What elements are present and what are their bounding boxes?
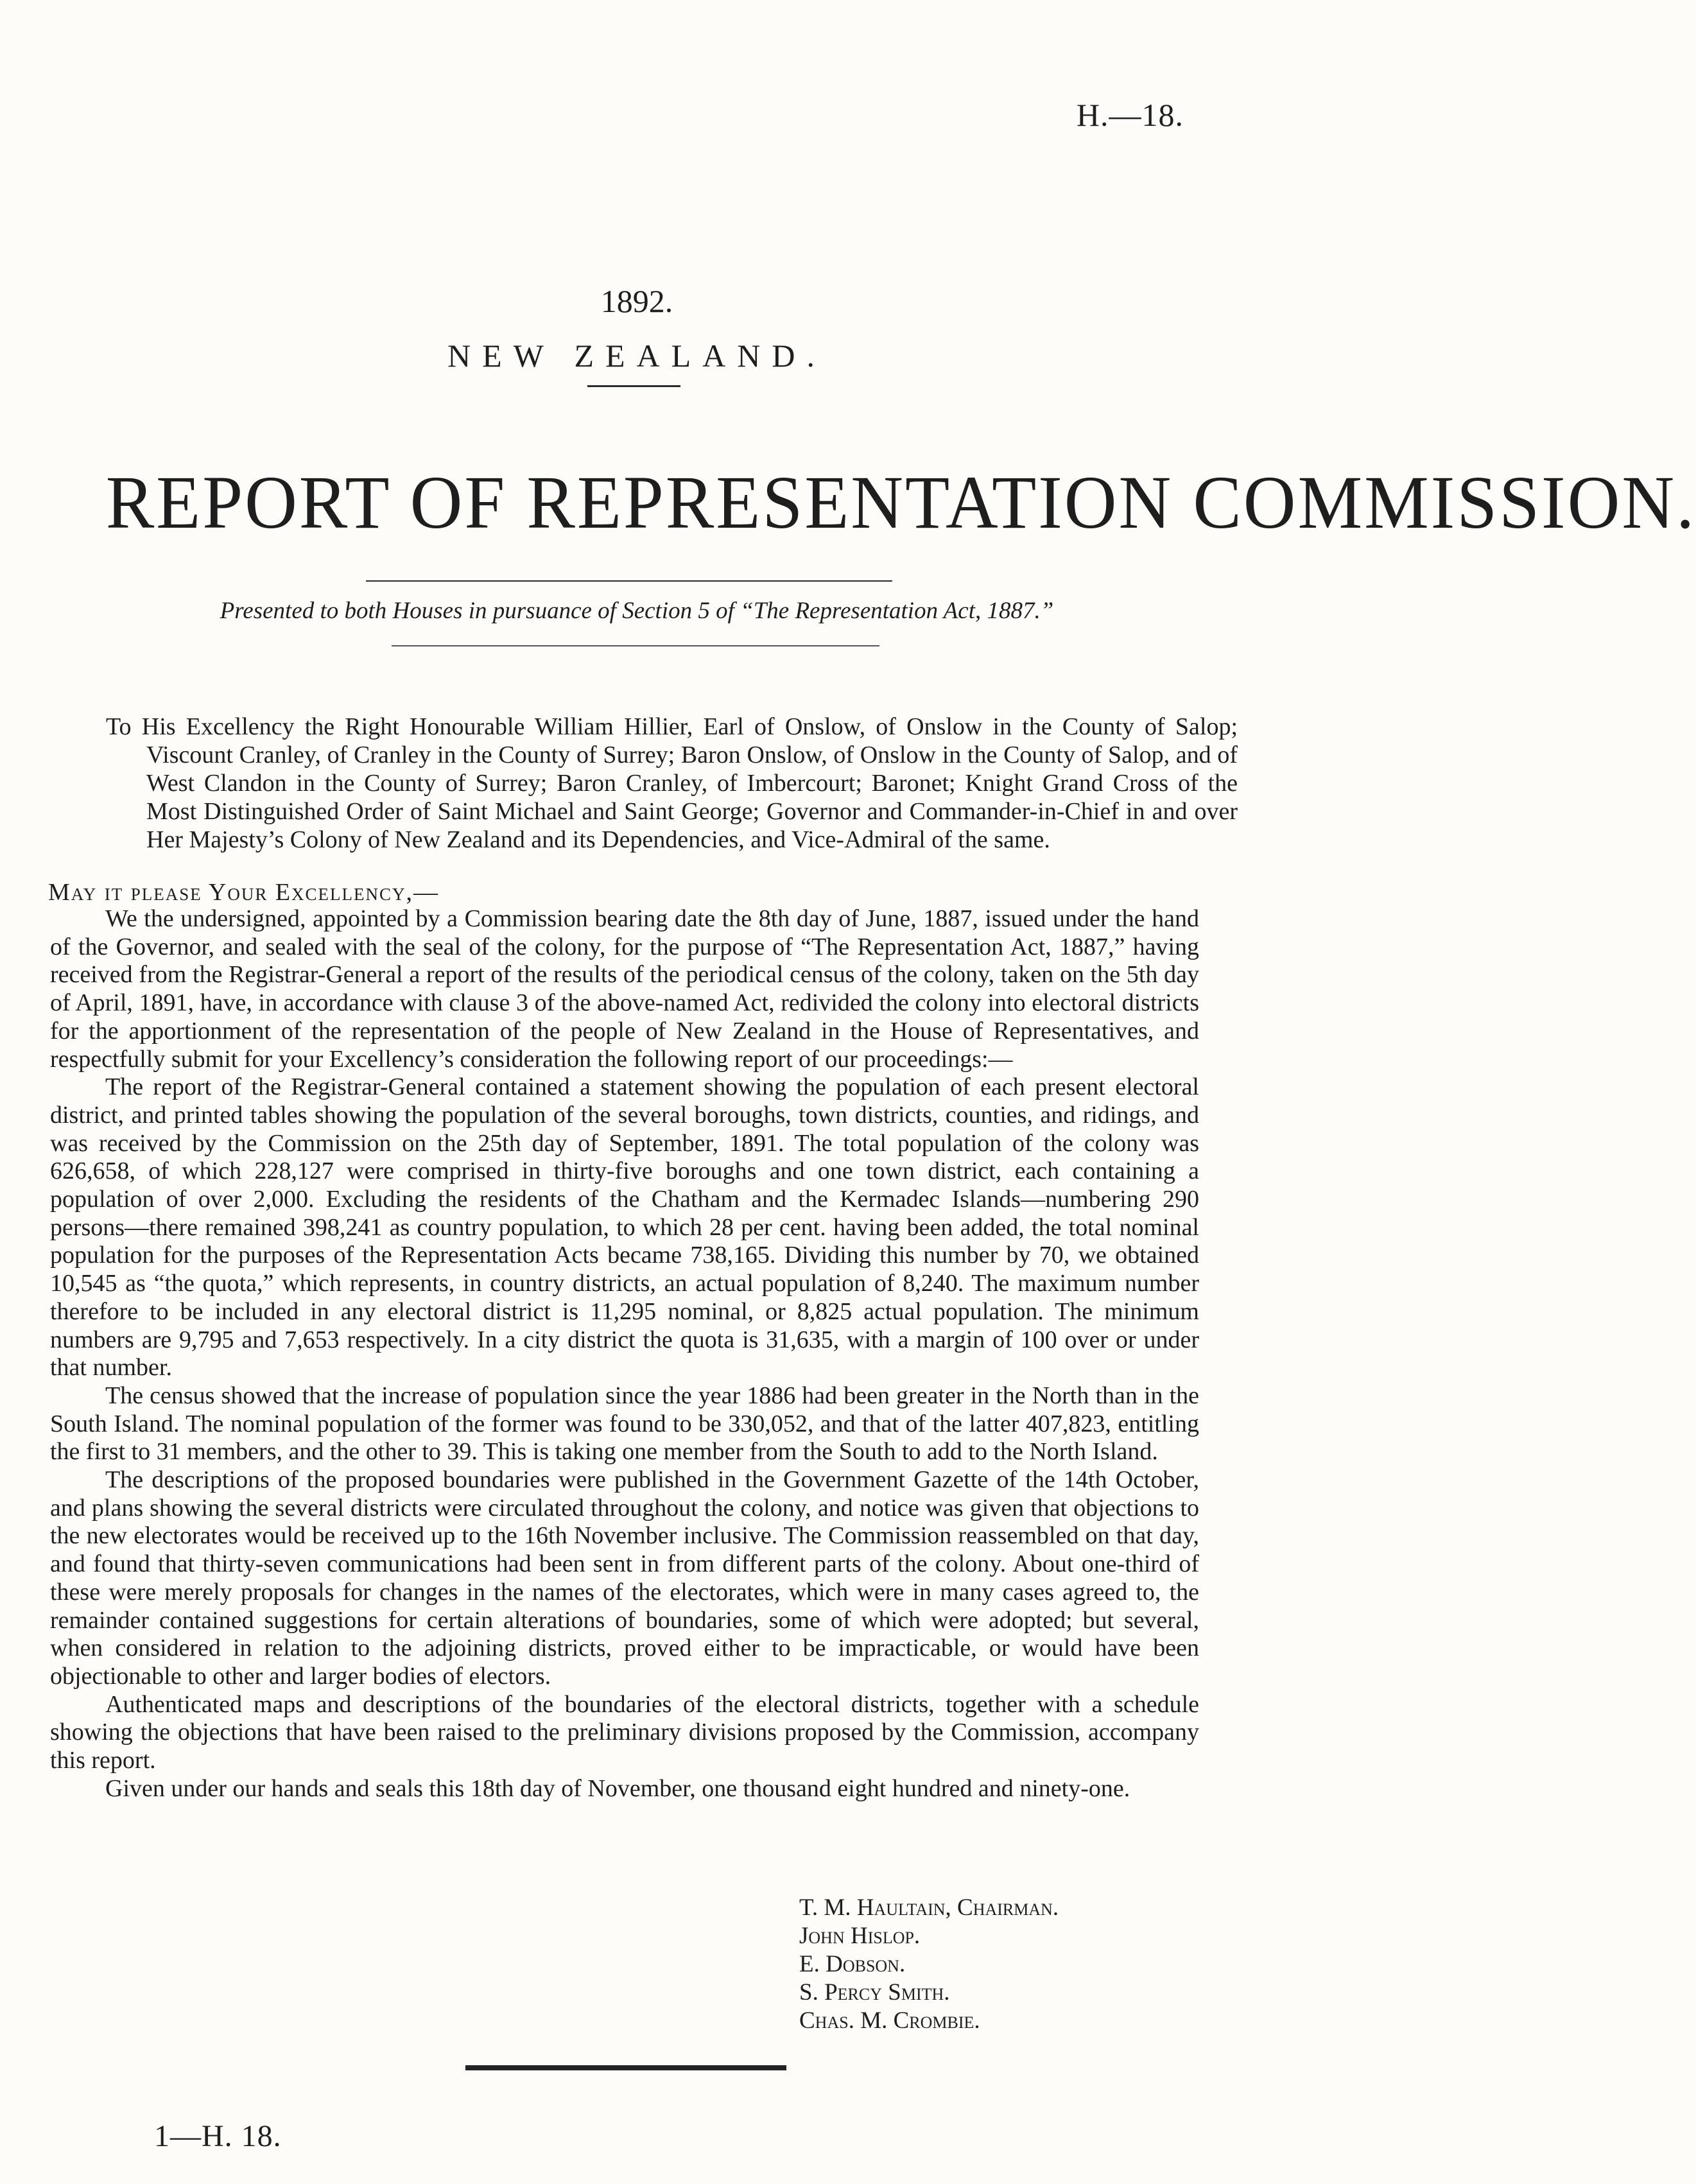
signature: Chas. M. Crombie. — [799, 2007, 980, 2034]
paragraph: The report of the Registrar-General contained a statement showing the population of each present electoral district, and printed tables showing the population of the several boroughs, town districts, counties, and ridings, and was received by the Commission on the 25th day of September, 1891. The total population of the colony was 626,658, of which 228,127 were comprised in thirty-five boroughs and one town district, each containing a population of over 2,000. Excluding the residents of the Chatham and the Kermadec Islands—numbering 290 persons—there remained 398,241 as country population, to which 28 per cent. having been added, the total nominal population for the purposes of the Representation Acts became 738,165. Dividing this number by 70, we obtained 10,545 as “the quota,” which represents, in country districts, an actual population of 8,240. The maximum number therefore to be included in any electoral district is 11,295 nominal, or 8,825 actual population. The minimum numbers are 9,795 and 7,653 respectively. In a city district the quota is 31,635, with a margin of 100 over or under that number. — [50, 1073, 1199, 1382]
paragraph: We the undersigned, appointed by a Commission bearing date the 8th day of June, 1887, issued under the hand of the Governor, and sealed with the seal of the colony, for the purpose of “The Representation Act, 1887,” having received from the Registrar-General a report of the results of the periodical census of the colony, taken on the 5th day of April, 1891, have, in accordance with clause 3 of the above-named Act, redivided the colony into electoral districts for the apportionment of the representation of the people of New Zealand in the House of Representatives, and respectfully submit for your Excellency’s consideration the following report of our proceedings:— — [50, 905, 1199, 1073]
report-body — [50, 905, 1199, 1803]
divider-upper — [366, 580, 892, 582]
country-heading: NEW ZEALAND. — [447, 338, 826, 374]
paragraph: The descriptions of the proposed boundaries were published in the Government Gazette of the 14th October, and plans showing the several districts were circulated throughout the colony, and notice was given that objections to the new electorates would be received up to the 16th November inclusive. The Commission reassembled on that day, and found that thirty-seven communications had been sent in from different parts of the colony. About one-third of these were merely proposals for changes in the names of the electorates, which were in many cases agreed to, the remainder contained suggestions for certain alterations of boundaries, some of which were adopted; but several, when considered in relation to the adjoining districts, proved either to be impracticable, or would have been objectionable to other and larger bodies of electors. — [50, 1466, 1199, 1690]
document-reference: H.—18. — [1076, 97, 1184, 133]
paragraph: Given under our hands and seals this 18th day of November, one thousand eight hundred and ninety-one. — [105, 1774, 1130, 1802]
presentation-note: Presented to both Houses in pursuance of Section 5 of “The Representation Act, 1887.” — [220, 598, 1054, 624]
salutation: May it please Your Excellency,— — [48, 879, 440, 906]
page-title: REPORT OF REPRESENTATION COMMISSION. — [105, 460, 1696, 544]
end-rule — [465, 2065, 786, 2070]
signature: John Hislop. — [799, 1923, 921, 1949]
document-year: 1892. — [600, 283, 673, 319]
signature: E. Dobson. — [799, 1951, 906, 1977]
footer-reference: 1—H. 18. — [154, 2119, 282, 2153]
signature-block — [799, 1894, 1059, 2035]
paragraph: Authenticated maps and descriptions of the boundaries of the electoral districts, together with a schedule showing the objections that have been raised to the preliminary divisions proposed by the Commission, accompany this report. — [50, 1690, 1199, 1774]
address-block: To His Excellency the Right Honourable William Hillier, Earl of Onslow, of Onslow in the County of Salop; Viscount Cranley, of Cranley in the County of Surrey; Baron Onslow, of Onslow in the County of Salop, and of West Clandon in the County of Surrey; Baron Cranley, of Imbercourt; Baronet; Knight Grand Cross of the Most Distinguished Order of Saint Michael and Saint George; Governor and Commander-in-Chief in and over Her Majesty’s Colony of New Zealand and its Dependencies, and Vice-Admiral of the same. — [106, 713, 1238, 853]
paragraph: The census showed that the increase of population since the year 1886 had been greater in the North than in the South Island. The nominal population of the former was found to be 330,052, and that of the latter 407,823, entitling the first to 31 members, and the other to 39. This is taking one member from the South to add to the North Island. — [50, 1382, 1199, 1466]
signature: S. Percy Smith. — [799, 1979, 950, 2006]
divider-lower — [392, 645, 879, 646]
divider-short — [587, 385, 680, 387]
signature-chairman: T. M. Haultain, Chairman. — [799, 1894, 1059, 1921]
